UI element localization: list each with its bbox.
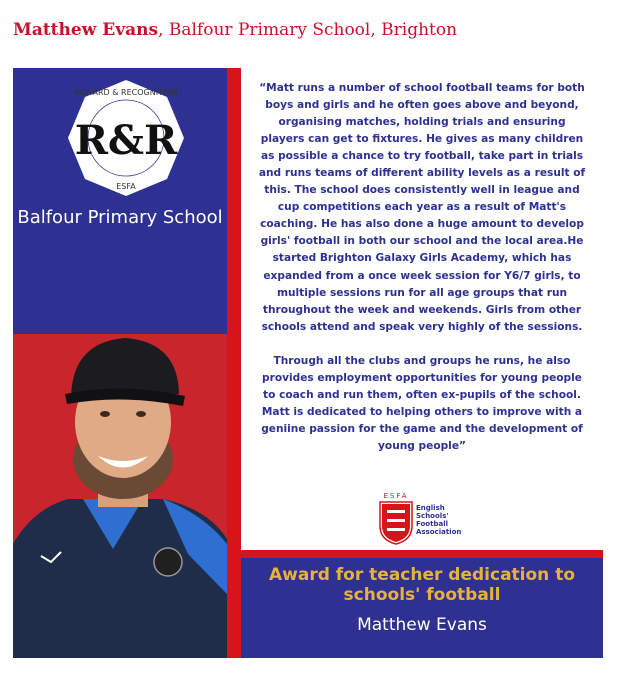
red-divider-vertical [227, 68, 241, 658]
page-title [13, 20, 457, 40]
esfa-line1: English [416, 504, 445, 512]
esfa-acronym: ESFA [383, 492, 409, 500]
quote-paragraph-2: Through all the clubs and groups he runs, he also provides employment opportunities for young people to coach and run them, often ex-pupils of the school. Matt is dedicated to helping others to improve with a geniine passion for the game and the development of young people” [261, 354, 583, 452]
quote-panel [241, 68, 603, 550]
esfa-crest-icon [374, 490, 474, 546]
reward-recognition-logo-icon [66, 78, 186, 198]
esfa-line2: Schools' [416, 512, 449, 520]
esfa-line4: Association [416, 528, 462, 536]
award-recipient: Matthew Evans [357, 615, 487, 635]
award-title-line-2: schools' football [343, 585, 501, 605]
award-title-line-1: Award for teacher dedication to [268, 565, 576, 585]
red-divider-horizontal [241, 550, 603, 558]
esfa-logo [374, 490, 474, 546]
logo-ring-bottom: ESFA [116, 182, 136, 191]
esfa-line3: Football [416, 520, 448, 528]
logo-ring-top: REWARD & RECOGNITION [74, 88, 178, 97]
award-title [241, 565, 603, 605]
teacher-photo [13, 294, 227, 658]
teacher-photo-image [13, 294, 227, 658]
school-name: Balfour Primary School [17, 207, 223, 228]
page-title-name: Matthew Evans [13, 20, 159, 40]
nomination-quote [255, 80, 589, 455]
quote-paragraph-1: “Matt runs a number of school football teams for both boys and girls and he often goes above and beyond, organising matches, holding trials and ensuring players can get to fixtures. He gives as many children as possible a chance to try football, take part in trials and runs teams of different ability levels as a result of this. The school does consistently well in league and cup competitions each year as a result of Matt's coaching. He has also done a huge amount to develop girls' football in both our school and the local area.He started Brighton Galaxy Girls Academy, which has expanded from a once week session for Y6/7 girls, to multiple sessions run for all age groups that run throughout the week and weekends. Girls from other schools attend and speak very highly of the sessions. [258, 82, 586, 333]
page-title-school: , Balfour Primary School, Brighton [158, 20, 458, 40]
left-column [13, 68, 227, 658]
award-card [13, 68, 603, 658]
logo-monogram: R&R [74, 117, 178, 164]
reward-recognition-logo [66, 78, 186, 198]
award-panel [241, 558, 603, 658]
